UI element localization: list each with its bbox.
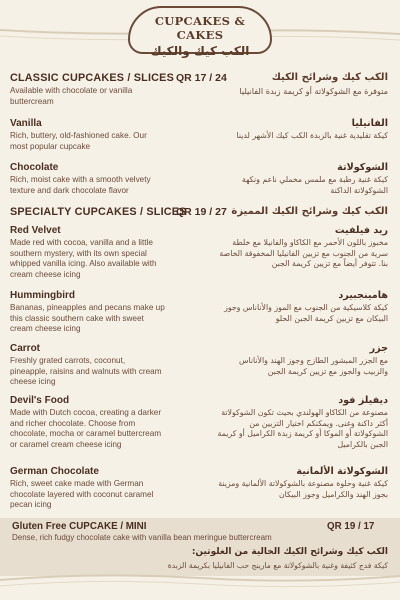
gluten-free-desc: Dense, rich fudgy chocolate cake with vanilla bean meringue buttercream <box>12 533 272 542</box>
item-name: Devil's Food <box>10 395 70 406</box>
menu-title-arabic: الكب كيك والكيك <box>150 44 250 58</box>
item-desc-arabic: مع الجزر المبشور الطازج وجوز الهند والأناناس والزبيب والجوز مع تزيين كريمة الجبن <box>238 356 388 376</box>
item-name-arabic: الشوكولاتة الألمانية <box>296 466 388 477</box>
gluten-free-content <box>12 521 388 577</box>
item-desc-arabic: كيكة غنية رطبة مع ملمس مخملي ناعم ونكهة الشوكولاتة الداكنة <box>241 175 388 195</box>
classic-section-title: CLASSIC CUPCAKES / SLICES <box>10 72 174 84</box>
item-name: Carrot <box>10 343 41 354</box>
gluten-free-price: QR 19 / 17 <box>327 521 375 532</box>
classic-section-title-arabic: الكب كيك وشرائح الكيك <box>271 72 388 83</box>
classic-section-desc: Available with chocolate or vanilla buttercream <box>10 86 133 106</box>
item-name: Chocolate <box>10 162 59 173</box>
item-desc: Made with Dutch cocoa, creating a darker and richer chocolate. Choose from chocolate, mocha or caramel buttercream or caramel cream cheese icing <box>10 408 162 449</box>
specialty-section-header <box>10 206 390 222</box>
menu-item-hummingbird-arabic <box>213 290 388 324</box>
menu-item-vanilla-arabic <box>213 118 388 142</box>
item-name: Hummingbird <box>10 290 75 301</box>
menu-item-carrot <box>10 343 165 388</box>
item-name: Vanilla <box>10 118 42 129</box>
classic-section-desc-arabic: متوفرة مع الشوكولاتة أو كريمة زبدة الفانيليا <box>239 86 388 96</box>
classic-section-price: QR 17 / 24 <box>176 72 227 84</box>
menu-item-red-velvet-arabic <box>213 225 388 270</box>
item-name-arabic: الفانيليا <box>351 118 388 129</box>
item-desc: Bananas, pineapples and pecans make up this classic southern cake with sweet cream cheese icing <box>10 303 165 334</box>
specialty-section-title: SPECIALTY CUPCAKES / SLICES <box>10 206 187 218</box>
item-desc-arabic: كيكة كلاسيكية من الجنوب مع الموز والأناناس وجوز البيكان مع تزيين كريمة الجبن الحلو <box>224 303 388 323</box>
item-desc-arabic: كيكة تقليدية غنية بالزبدة الكب كيك الأشهر لدينا <box>236 131 388 140</box>
menu-item-carrot-arabic <box>213 343 388 377</box>
gluten-free-title-arabic: الكب كيك وشرائح الكيك الخالية من الغلوتين: <box>191 547 388 557</box>
footer-decoration <box>0 570 400 600</box>
gluten-free-title: Gluten Free CUPCAKE / MINI <box>12 521 147 532</box>
item-name-arabic: جزر <box>369 343 388 354</box>
gluten-free-desc-arabic: كيكة فدج كثيفة وغنية بالشوكولاتة مع مارينج حب الفانيليا بكريمة الزبدة <box>167 561 388 570</box>
menu-item-devils-food-arabic <box>213 395 388 450</box>
menu-badge <box>128 6 272 58</box>
item-desc: Freshly grated carrots, coconut, pineapple, raisins and walnuts with cream cheese icing <box>10 356 162 387</box>
menu-item-red-velvet <box>10 225 165 280</box>
item-name-arabic: هامينجبيرد <box>338 290 388 301</box>
menu-item-vanilla <box>10 118 165 152</box>
item-desc: Rich, sweet cake made with German chocolate layered with coconut caramel pecan icing <box>10 479 154 510</box>
gluten-free-section <box>0 518 400 576</box>
menu-item-devils-food <box>10 395 165 450</box>
menu-item-chocolate <box>10 162 165 196</box>
item-name: Red Velvet <box>10 225 61 236</box>
item-desc: Rich, buttery, old-fashioned cake. Our most popular cupcake <box>10 131 147 151</box>
menu-item-german-chocolate <box>10 466 165 511</box>
item-name-arabic: ديفيلز فود <box>338 395 388 406</box>
specialty-section-title-arabic: الكب كيك وشرائح الكيك المميزة <box>231 206 388 217</box>
menu-item-chocolate-arabic <box>213 162 388 196</box>
item-desc-arabic: كيكة غنية وحلوة مصنوعة بالشوكولاتة الألمانية ومزينة بجوز الهند والكراميل وجوز البيكان <box>218 479 388 499</box>
menu-item-german-chocolate-arabic <box>213 466 388 500</box>
item-name: German Chocolate <box>10 466 99 477</box>
item-desc-arabic: مخبوز باللون الأحمر مع الكاكاو والفانيلا مع خلطة سرية من الجنوب مع تزيين الفانيليا المخفوقة الخاصة بنا. تتوفر أيضاً مع تزيين كريمة الجبن <box>219 238 388 269</box>
specialty-section-price: QR 19 / 27 <box>176 206 227 218</box>
menu-title: CUPCAKES & CAKES <box>154 14 246 42</box>
item-name-arabic: الشوكولاتة <box>337 162 388 173</box>
item-name-arabic: ريد فيلفيت <box>334 225 388 236</box>
item-desc: Rich, moist cake with a smooth velvety texture and dark chocolate flavor <box>10 175 151 195</box>
item-desc-arabic: مصنوعة من الكاكاو الهولندي بحيث تكون الشوكولاتة أكثر داكنة وغنى. ويمكنكم اختيار التزيين من الشوكولاتة أو الموكا أو كريمة زبدة الكراميل أو كريمة الجبن بالكراميل <box>217 408 388 449</box>
item-desc: Made red with cocoa, vanilla and a little southern mystery, with its own special whipped vanilla icing. Also available with cream cheese icing <box>10 238 157 279</box>
menu-item-hummingbird <box>10 290 165 335</box>
